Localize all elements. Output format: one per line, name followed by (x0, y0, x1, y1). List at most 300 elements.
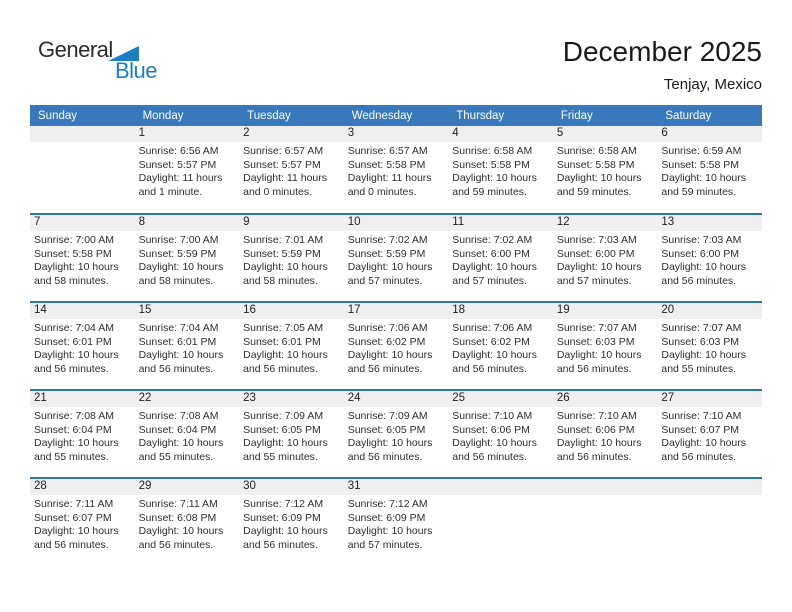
daylight-label: Daylight: (34, 437, 75, 449)
sunset-label: Sunset: (661, 158, 697, 171)
daylight-line (657, 437, 762, 464)
sunrise-line (135, 410, 240, 424)
daylight-line (448, 172, 553, 199)
sunset-value: 6:00 PM (490, 247, 530, 260)
sunset-value: 6:09 PM (386, 511, 426, 524)
daylight-value: 10 hours and 58 minutes. (138, 261, 224, 287)
daylight-label: Daylight: (138, 261, 180, 273)
daylight-label: Daylight: (452, 437, 494, 449)
day-number: 4 (448, 126, 553, 142)
sunset-label: Sunset: (556, 158, 593, 171)
daylight-value: 11 hours and 0 minutes. (347, 172, 432, 198)
sunset-value: 6:04 PM (72, 423, 112, 436)
sunset-line (239, 512, 344, 526)
sunrise-label: Sunrise: (452, 234, 491, 246)
day-cell (30, 478, 135, 566)
sunset-label: Sunset: (556, 335, 593, 348)
sunrise-value: 7:01 AM (284, 234, 324, 246)
sunrise-label: Sunrise: (138, 145, 178, 157)
daylight-value: 10 hours and 56 minutes. (556, 437, 642, 463)
day-number: 29 (135, 479, 240, 495)
sunset-value: 6:00 PM (595, 247, 635, 260)
sunset-label: Sunset: (347, 423, 384, 436)
sunrise-label: Sunrise: (452, 145, 491, 157)
daylight-label: Daylight: (347, 349, 389, 361)
daylight-label: Daylight: (556, 261, 598, 273)
sunset-value: 6:07 PM (699, 423, 740, 436)
day-cell (553, 390, 658, 478)
sunset-value: 6:08 PM (177, 511, 217, 524)
sunrise-line (553, 322, 658, 336)
day-cell (239, 478, 344, 566)
daylight-label: Daylight: (243, 525, 284, 537)
day-number: 19 (553, 303, 658, 319)
day-number (30, 126, 135, 142)
sunset-line (553, 159, 658, 173)
day-cell (657, 302, 762, 390)
daylight-value: 11 hours and 0 minutes. (243, 172, 327, 198)
sunset-value: 5:57 PM (177, 158, 217, 171)
daylight-value: 10 hours and 56 minutes. (452, 437, 537, 463)
day-number: 18 (448, 303, 553, 319)
sunrise-label: Sunrise: (34, 234, 73, 246)
sunset-line (30, 512, 135, 526)
daylight-label: Daylight: (138, 437, 180, 449)
sunrise-line (448, 322, 553, 336)
sunrise-label: Sunrise: (243, 322, 282, 334)
daylight-line (657, 349, 762, 376)
daylight-line (553, 349, 658, 376)
sunset-line (657, 159, 762, 173)
sunrise-label: Sunrise: (556, 234, 596, 246)
day-number: 6 (657, 126, 762, 142)
day-cell (448, 302, 553, 390)
sunrise-label: Sunrise: (452, 322, 491, 334)
daylight-line (30, 261, 135, 288)
sunset-line (553, 336, 658, 350)
sunset-label: Sunset: (347, 511, 384, 524)
daylight-value: 10 hours and 55 minutes. (243, 437, 328, 463)
week-row (30, 214, 762, 302)
daylight-line (448, 349, 553, 376)
sunrise-label: Sunrise: (243, 145, 282, 157)
sunset-value: 6:01 PM (281, 335, 321, 348)
sunset-label: Sunset: (138, 511, 175, 524)
sunrise-label: Sunrise: (556, 410, 596, 422)
sunset-value: 5:59 PM (281, 247, 321, 260)
sunset-line (135, 424, 240, 438)
sunrise-value: 6:57 AM (284, 145, 324, 157)
daylight-value: 10 hours and 55 minutes. (661, 349, 747, 375)
sunrise-value: 7:08 AM (180, 410, 219, 422)
sunset-line (239, 424, 344, 438)
sunset-line (657, 248, 762, 262)
sunset-line (239, 336, 344, 350)
sunrise-line (135, 145, 240, 159)
sunrise-value: 7:02 AM (493, 234, 533, 246)
sunrise-value: 7:05 AM (284, 322, 324, 334)
empty-day-cell (553, 478, 658, 566)
day-number (553, 479, 658, 495)
day-number: 23 (239, 391, 344, 407)
daylight-value: 10 hours and 56 minutes. (243, 349, 328, 375)
general-blue-logo (38, 38, 168, 88)
day-cell (448, 390, 553, 478)
sunrise-line (239, 322, 344, 336)
sunrise-value: 7:07 AM (702, 322, 742, 334)
weekday-header-friday: Friday (553, 105, 658, 126)
day-number: 12 (553, 215, 658, 231)
sunrise-line (135, 498, 240, 512)
daylight-label: Daylight: (661, 349, 703, 361)
daylight-label: Daylight: (34, 261, 75, 273)
daylight-line (344, 349, 449, 376)
sunrise-value: 6:58 AM (598, 145, 637, 157)
daylight-line (239, 437, 344, 464)
sunrise-value: 7:09 AM (389, 410, 428, 422)
sunset-line (344, 512, 449, 526)
sunset-line (344, 248, 449, 262)
sunset-line (239, 159, 344, 173)
daylight-value: 10 hours and 56 minutes. (34, 525, 119, 551)
day-number: 26 (553, 391, 658, 407)
sunrise-label: Sunrise: (661, 234, 700, 246)
sunrise-line (30, 234, 135, 248)
sunset-value: 6:03 PM (595, 335, 635, 348)
empty-day-cell (30, 126, 135, 214)
sunrise-label: Sunrise: (661, 145, 700, 157)
day-number: 14 (30, 303, 135, 319)
sunrise-line (553, 410, 658, 424)
sunset-value: 5:58 PM (595, 158, 635, 171)
week-row (30, 126, 762, 214)
sunset-line (448, 336, 553, 350)
daylight-value: 10 hours and 59 minutes. (661, 172, 747, 198)
daylight-label: Daylight: (452, 261, 494, 273)
sunset-label: Sunset: (34, 511, 70, 524)
daylight-value: 10 hours and 58 minutes. (34, 261, 119, 287)
daylight-label: Daylight: (556, 437, 598, 449)
title-block (563, 36, 762, 94)
sunrise-value: 6:57 AM (389, 145, 428, 157)
sunrise-value: 7:08 AM (75, 410, 114, 422)
sunset-value: 5:57 PM (281, 158, 321, 171)
daylight-line (344, 525, 449, 552)
daylight-value: 10 hours and 56 minutes. (138, 525, 224, 551)
sunrise-line (344, 498, 449, 512)
day-cell (657, 214, 762, 302)
sunset-value: 5:59 PM (177, 247, 217, 260)
sunrise-value: 7:06 AM (493, 322, 533, 334)
sunset-line (448, 424, 553, 438)
day-cell (344, 126, 449, 214)
day-cell (135, 214, 240, 302)
weekday-header-thursday: Thursday (448, 105, 553, 126)
day-cell (30, 302, 135, 390)
daylight-line (30, 437, 135, 464)
sunrise-line (30, 498, 135, 512)
daylight-value: 10 hours and 56 minutes. (556, 349, 642, 375)
sunset-line (135, 336, 240, 350)
day-cell (553, 214, 658, 302)
day-cell (239, 390, 344, 478)
daylight-label: Daylight: (34, 525, 75, 537)
day-number: 21 (30, 391, 135, 407)
weekday-header-tuesday: Tuesday (239, 105, 344, 126)
daylight-line (239, 349, 344, 376)
calendar (30, 105, 762, 566)
sunset-line (553, 248, 658, 262)
daylight-line (448, 437, 553, 464)
sunset-label: Sunset: (34, 247, 70, 260)
sunrise-label: Sunrise: (347, 322, 387, 334)
sunset-label: Sunset: (556, 247, 593, 260)
sunrise-value: 7:06 AM (389, 322, 428, 334)
daylight-value: 10 hours and 57 minutes. (452, 261, 537, 287)
sunrise-value: 6:59 AM (702, 145, 742, 157)
sunset-value: 6:02 PM (490, 335, 530, 348)
sunrise-value: 7:10 AM (493, 410, 533, 422)
sunset-label: Sunset: (243, 511, 279, 524)
sunrise-line (657, 322, 762, 336)
day-number: 7 (30, 215, 135, 231)
sunrise-value: 7:02 AM (389, 234, 428, 246)
sunrise-label: Sunrise: (34, 410, 73, 422)
daylight-label: Daylight: (347, 437, 389, 449)
sunset-line (657, 424, 762, 438)
daylight-label: Daylight: (243, 172, 284, 184)
daylight-value: 10 hours and 56 minutes. (661, 261, 747, 287)
week-row (30, 478, 762, 566)
daylight-value: 10 hours and 55 minutes. (138, 437, 224, 463)
day-number: 10 (344, 215, 449, 231)
sunset-value: 6:04 PM (177, 423, 217, 436)
sunrise-value: 6:58 AM (493, 145, 533, 157)
sunrise-label: Sunrise: (556, 145, 596, 157)
sunset-line (239, 248, 344, 262)
sunrise-label: Sunrise: (556, 322, 596, 334)
sunrise-line (239, 498, 344, 512)
day-cell (135, 478, 240, 566)
sunrise-line (135, 322, 240, 336)
day-cell (657, 126, 762, 214)
sunset-line (344, 336, 449, 350)
sunrise-label: Sunrise: (243, 234, 282, 246)
daylight-line (344, 437, 449, 464)
sunrise-line (553, 234, 658, 248)
sunrise-line (448, 145, 553, 159)
daylight-line (657, 261, 762, 288)
daylight-value: 10 hours and 56 minutes. (138, 349, 224, 375)
day-number: 5 (553, 126, 658, 142)
sunrise-line (135, 234, 240, 248)
daylight-value: 10 hours and 56 minutes. (347, 349, 433, 375)
sunset-value: 6:00 PM (699, 247, 740, 260)
sunrise-value: 7:09 AM (284, 410, 324, 422)
day-cell (344, 214, 449, 302)
day-cell (553, 126, 658, 214)
sunrise-value: 7:04 AM (75, 322, 114, 334)
sunset-label: Sunset: (452, 423, 488, 436)
day-cell (448, 214, 553, 302)
sunset-label: Sunset: (138, 335, 175, 348)
day-cell (239, 302, 344, 390)
sunrise-line (553, 145, 658, 159)
empty-day-cell (657, 478, 762, 566)
sunset-line (553, 424, 658, 438)
day-number: 13 (657, 215, 762, 231)
sunrise-line (30, 322, 135, 336)
day-number: 31 (344, 479, 449, 495)
sunset-value: 6:05 PM (386, 423, 426, 436)
day-number: 30 (239, 479, 344, 495)
daylight-label: Daylight: (661, 172, 703, 184)
calendar-location: Tenjay, Mexico (663, 76, 762, 93)
weekday-header-saturday: Saturday (657, 105, 762, 126)
sunset-label: Sunset: (556, 423, 593, 436)
sunrise-line (30, 410, 135, 424)
day-number: 2 (239, 126, 344, 142)
sunrise-line (344, 410, 449, 424)
sunset-line (657, 336, 762, 350)
daylight-value: 10 hours and 56 minutes. (452, 349, 537, 375)
sunset-value: 5:58 PM (699, 158, 740, 171)
sunset-line (135, 248, 240, 262)
daylight-line (239, 525, 344, 552)
day-cell (135, 390, 240, 478)
daylight-line (657, 172, 762, 199)
calendar-title: December 2025 (562, 36, 762, 67)
sunrise-label: Sunrise: (34, 498, 73, 510)
daylight-value: 10 hours and 57 minutes. (347, 525, 433, 551)
sunset-line (30, 424, 135, 438)
sunset-value: 6:05 PM (281, 423, 321, 436)
sunrise-line (344, 322, 449, 336)
sunrise-line (448, 234, 553, 248)
weekday-header-row (30, 105, 762, 126)
sunset-label: Sunset: (661, 423, 697, 436)
sunset-label: Sunset: (452, 247, 488, 260)
sunset-label: Sunset: (243, 423, 279, 436)
daylight-line (553, 437, 658, 464)
daylight-label: Daylight: (452, 349, 494, 361)
daylight-line (553, 261, 658, 288)
day-number: 16 (239, 303, 344, 319)
sunset-label: Sunset: (452, 335, 488, 348)
daylight-value: 10 hours and 56 minutes. (347, 437, 433, 463)
daylight-line (135, 349, 240, 376)
sunset-value: 6:06 PM (595, 423, 635, 436)
sunset-value: 6:06 PM (490, 423, 530, 436)
day-cell (553, 302, 658, 390)
sunrise-value: 7:12 AM (389, 498, 428, 510)
day-number: 28 (30, 479, 135, 495)
day-number: 11 (448, 215, 553, 231)
sunrise-line (344, 234, 449, 248)
sunrise-label: Sunrise: (347, 498, 387, 510)
day-cell (657, 390, 762, 478)
day-number: 3 (344, 126, 449, 142)
sunset-value: 5:58 PM (490, 158, 530, 171)
daylight-value: 11 hours and 1 minute. (138, 172, 223, 198)
day-number: 17 (344, 303, 449, 319)
sunset-line (448, 248, 553, 262)
sunrise-line (239, 234, 344, 248)
sunset-line (448, 159, 553, 173)
sunset-label: Sunset: (138, 247, 175, 260)
daylight-value: 10 hours and 59 minutes. (556, 172, 642, 198)
sunset-value: 6:03 PM (699, 335, 740, 348)
sunset-line (344, 424, 449, 438)
sunrise-line (448, 410, 553, 424)
sunrise-label: Sunrise: (243, 410, 282, 422)
sunset-label: Sunset: (347, 335, 384, 348)
sunrise-label: Sunrise: (452, 410, 491, 422)
sunset-label: Sunset: (34, 335, 70, 348)
daylight-line (30, 525, 135, 552)
daylight-label: Daylight: (138, 525, 180, 537)
weekday-header-sunday: Sunday (30, 105, 135, 126)
empty-day-cell (448, 478, 553, 566)
daylight-line (344, 261, 449, 288)
sunrise-value: 7:10 AM (598, 410, 637, 422)
daylight-value: 10 hours and 58 minutes. (243, 261, 328, 287)
daylight-value: 10 hours and 57 minutes. (556, 261, 642, 287)
day-number: 27 (657, 391, 762, 407)
logo-general-text: General (38, 37, 113, 62)
daylight-label: Daylight: (347, 172, 389, 184)
sunrise-value: 7:12 AM (284, 498, 324, 510)
day-number: 1 (135, 126, 240, 142)
sunrise-label: Sunrise: (34, 322, 73, 334)
daylight-line (344, 172, 449, 199)
daylight-value: 10 hours and 57 minutes. (347, 261, 433, 287)
daylight-line (30, 349, 135, 376)
sunrise-line (344, 145, 449, 159)
daylight-label: Daylight: (243, 437, 284, 449)
day-cell (135, 302, 240, 390)
sunrise-label: Sunrise: (347, 234, 387, 246)
sunrise-value: 6:56 AM (180, 145, 219, 157)
sunset-line (30, 336, 135, 350)
sunrise-value: 7:03 AM (702, 234, 742, 246)
sunrise-label: Sunrise: (138, 498, 178, 510)
calendar-table (30, 105, 762, 566)
sunset-label: Sunset: (347, 247, 384, 260)
day-number: 20 (657, 303, 762, 319)
daylight-line (135, 437, 240, 464)
sunrise-value: 7:11 AM (180, 498, 218, 510)
day-number (448, 479, 553, 495)
daylight-label: Daylight: (556, 349, 598, 361)
sunset-label: Sunset: (243, 335, 279, 348)
sunset-label: Sunset: (243, 158, 279, 171)
daylight-value: 10 hours and 56 minutes. (34, 349, 119, 375)
sunset-value: 6:02 PM (386, 335, 426, 348)
day-cell (30, 214, 135, 302)
logo-blue-text: Blue (115, 58, 158, 83)
sunrise-line (657, 234, 762, 248)
daylight-line (448, 261, 553, 288)
daylight-label: Daylight: (556, 172, 598, 184)
sunrise-line (239, 145, 344, 159)
sunrise-label: Sunrise: (138, 322, 178, 334)
daylight-value: 10 hours and 59 minutes. (452, 172, 537, 198)
day-number (657, 479, 762, 495)
week-row (30, 302, 762, 390)
day-cell (448, 126, 553, 214)
day-cell (239, 126, 344, 214)
